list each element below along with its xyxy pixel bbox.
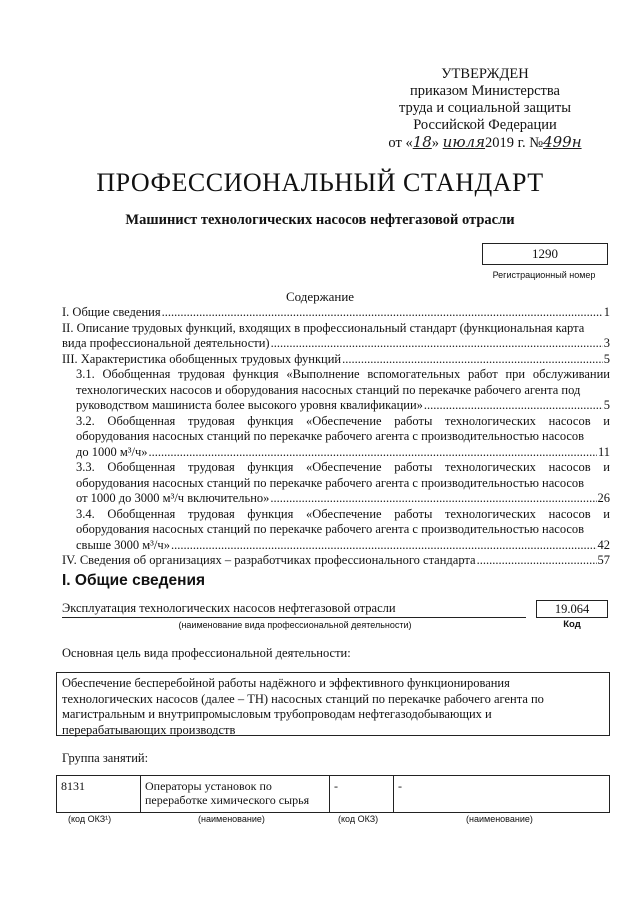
- toc-entry-text: IV. Сведения об организациях – разработчиках профессионального стандарта: [62, 553, 476, 567]
- caption-name: (наименование): [198, 814, 265, 824]
- occupation-group-label: Группа занятий:: [62, 751, 149, 765]
- table-of-contents: [62, 305, 610, 569]
- toc-entry[interactable]: [76, 414, 610, 461]
- document-subtitle: Машинист технологических насосов нефтегазовой отрасли: [125, 212, 515, 228]
- toc-page-number: 5: [603, 398, 610, 412]
- document-title: ПРОФЕССИОНАЛЬНЫЙ СТАНДАРТ: [96, 168, 544, 197]
- goal-text: Обеспечение бесперебойной работы надёжного и эффективного функционирования технологических насосов (далее – ТН) насосных станций по перекачке рабочего агента по магистральным и внутрипромысловым трубопроводам нефтегазодобывающих и перерабатывающих производств: [62, 676, 544, 737]
- toc-entry-text-end: от 1000 до 3000 м³/ч включительно»: [76, 491, 270, 505]
- toc-entry[interactable]: [62, 553, 610, 569]
- date-day-handwritten: 18: [412, 133, 432, 151]
- approval-block: [360, 66, 610, 152]
- table-row: [57, 776, 610, 813]
- registration-number-label: Регистрационный номер: [492, 270, 596, 280]
- toc-entry[interactable]: [76, 460, 610, 507]
- toc-entry-text-end: свыше 3000 м³/ч»: [76, 537, 170, 552]
- toc-entry-text: I. Общие сведения: [62, 305, 161, 319]
- occupation-name-cell: -: [394, 776, 610, 813]
- toc-entry[interactable]: [76, 507, 610, 554]
- toc-title: Содержание: [285, 289, 355, 304]
- toc-page-number: 3: [603, 336, 610, 350]
- toc-entry[interactable]: [62, 321, 610, 352]
- date-mid: »: [431, 135, 440, 151]
- section-heading: I. Общие сведения: [62, 572, 206, 589]
- goal-label: Основная цель вида профессиональной деятельности:: [62, 646, 351, 660]
- toc-entry-text: 3.3. Обобщенная трудовая функция «Обеспечение работы технологических насосов и оборудования насосных станций по перекачке рабочего агента с производительностью насосов: [76, 460, 610, 490]
- activity-name: Эксплуатация технологических насосов нефтегазовой отрасли: [62, 601, 526, 618]
- toc-entry-text: II. Описание трудовых функций, входящих в профессиональный стандарт (функциональная карта: [62, 320, 585, 335]
- toc-entry[interactable]: [76, 367, 610, 414]
- caption-name: (наименование): [466, 814, 533, 824]
- activity-code-box: 19.064: [536, 600, 608, 618]
- caption-okz-code: (код ОКЗ): [338, 814, 379, 824]
- toc-page-number: 11: [597, 444, 610, 459]
- toc-page-number: 42: [597, 537, 610, 552]
- caption-okz-code: (код ОКЗ¹): [68, 814, 112, 824]
- registration-number-box: 1290: [482, 243, 608, 265]
- toc-entry[interactable]: [62, 352, 610, 368]
- toc-entry-text-end: до 1000 м³/ч»: [76, 444, 148, 459]
- toc-entry-text-end: вида профессиональной деятельности): [62, 336, 270, 350]
- approval-date-line: [360, 134, 610, 152]
- date-prefix: от «: [388, 135, 413, 151]
- approval-line-3: труда и социальной защиты: [399, 100, 571, 116]
- date-year: 2019 г. №: [485, 135, 544, 151]
- order-number-handwritten: 499н: [543, 133, 582, 151]
- toc-entry-text: 3.2. Обобщенная трудовая функция «Обеспечение работы технологических насосов и оборудования насосных станций по перекачке рабочего агента с производительностью насосов: [76, 413, 610, 443]
- approval-line-4: Российской Федерации: [413, 117, 557, 133]
- toc-page-number: 57: [597, 553, 610, 567]
- toc-entry[interactable]: [62, 305, 610, 321]
- toc-page-number: 5: [603, 351, 610, 366]
- activity-caption: (наименование вида профессиональной деятельности): [178, 620, 412, 630]
- toc-page-number: 26: [597, 491, 610, 505]
- approval-line-2: приказом Министерства: [410, 83, 560, 99]
- occupation-name-cell: Операторы установок по переработке химического сырья: [141, 776, 330, 813]
- toc-entry-text: III. Характеристика обобщенных трудовых функций: [62, 351, 342, 366]
- okz-code-cell: -: [330, 776, 394, 813]
- date-month-handwritten: июля: [442, 133, 486, 151]
- toc-entry-text: 3.4. Обобщенная трудовая функция «Обеспечение работы технологических насосов и оборудования насосных станций по перекачке рабочего агента с производительностью насосов: [76, 506, 610, 536]
- okz-code-cell: 8131: [57, 776, 141, 813]
- occupation-captions: [56, 814, 610, 828]
- approval-line-1: УТВЕРЖДЕН: [441, 66, 529, 82]
- toc-page-number: 1: [603, 305, 610, 319]
- occupation-table: [56, 775, 610, 813]
- toc-entry-text-end: руководством машиниста более высокого уровня квалификации»: [76, 398, 423, 412]
- toc-entry-text: 3.1. Обобщенная трудовая функция «Выполнение вспомогательных работ при обслуживании технологических насосов и оборудования насосных станций по перекачке рабочего агента под: [76, 367, 610, 397]
- activity-code-caption: Код: [563, 619, 581, 630]
